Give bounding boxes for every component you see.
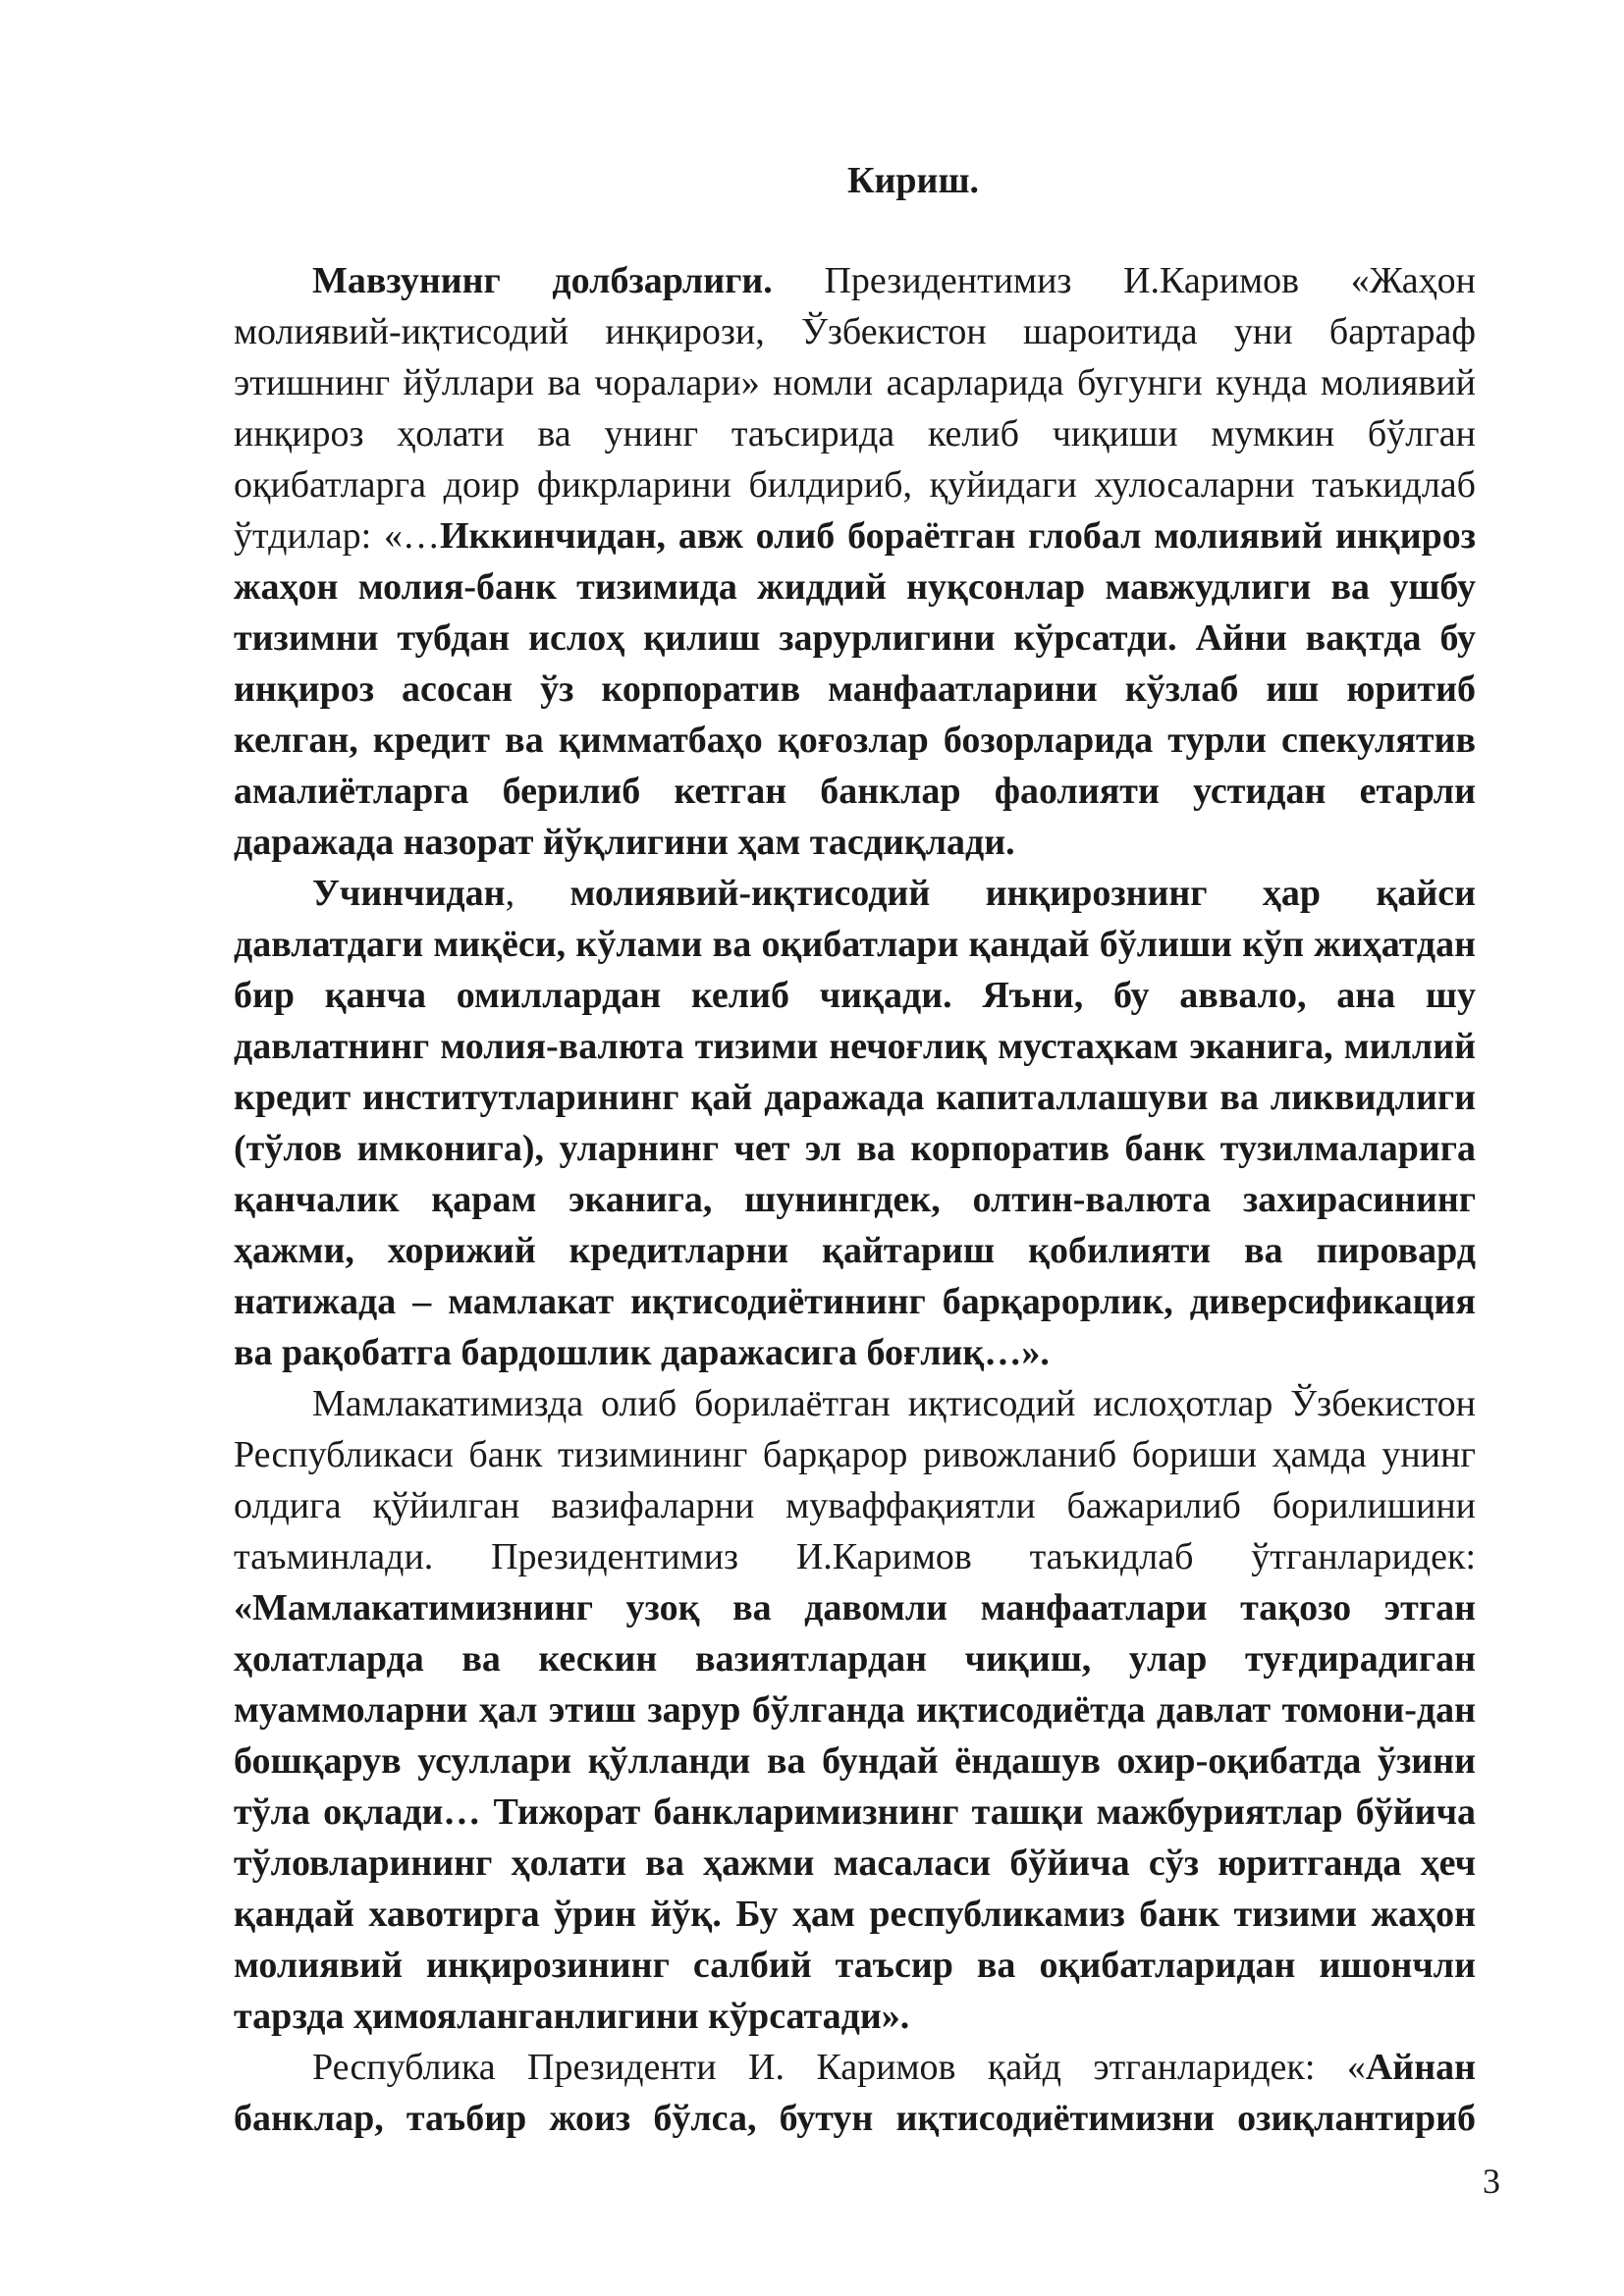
text-run: , [505, 873, 570, 914]
paragraph-3 [234, 1378, 1476, 2042]
body-text [234, 255, 1476, 2144]
page-title: Кириш. [846, 160, 980, 201]
text-run: Иккинчидан, авж олиб бораётган глобал молиявий инқироз жаҳон молия-банк тизимида жиддий нуқсонлар мавжудлиги ва ушбу тизимни тубдан ислоҳ қилиш зарурлигини кўрсатди. Айни вақтда бу инқироз асосан ўз корпоратив манфаатларини кўзлаб иш юритиб келган, кредит ва қимматбаҳо қоғозлар бозорларида турли спекулятив амалиётларга берилиб кетган банклар фаолияти устидан етарли даражада назорат йўқлигини ҳам тасдиқлади. [234, 515, 1476, 863]
text-run: молиявий-иқтисодий инқирознинг ҳар қайси давлатдаги миқёси, кўлами ва оқибатлари қандай бўлиши кўп жиҳатдан бир қанча омиллардан келиб чиқади. Яъни, бу аввало, ана шу давлатнинг молия-валюта тизими нечоғлиқ мустаҳкам эканига, миллий кредит институтларининг қай даражада капиталлашуви ва ликвидлиги (тўлов имконига), уларнинг чет эл ва корпоратив банк тузилмаларига қанчалик қарам эканига, шунингдек, олтин-валюта захирасининг ҳажми, хорижий кредитларни қайтариш қобилияти ва пировард натижада – мамлакат иқтисодиётининг барқарорлик, диверсификация ва рақобатга бардошлик даражасига боғлиқ…». [234, 873, 1477, 1373]
paragraph-2 [234, 868, 1476, 1378]
text-run: Мамлакатимизда олиб борилаётган иқтисодий ислоҳотлар Ўзбекистон Республикаси банк тизимининг барқарор ривожланиб бориши ҳамда унинг олдига қўйилган вазифаларни муваффақиятли бажарилиб борилишини таъминлади. Президентимиз И.Каримов таъкидлаб ўтганларидек: [234, 1383, 1476, 1577]
text-run: Республика Президенти И. Каримов қайд этганларидек: « [312, 2047, 1366, 2088]
text-run: Учинчидан [312, 873, 506, 914]
text-run: Айнан банклар, таъбир жоиз бўлса, бутун иқтисодиётимизни озиқлантириб [234, 2047, 1476, 2139]
text-run: Мавзунинг долбзарлиги. [312, 260, 773, 301]
text-run: Президентимиз И.Каримов «Жаҳон молиявий-иқтисодий инқирози, Ўзбекистон шароитида уни бартараф этишнинг йўллари ва чоралари» номли асарларида бугунги кунда молиявий инқироз ҳолати ва унинг таъсирида келиб чиқиши мумкин бўлган оқибатларга доир фикрларини билдириб, қуйидаги хулосаларни таъкидлаб ўтдилар: «… [234, 260, 1476, 557]
paragraph-1 [234, 255, 1476, 868]
paragraph-4 [234, 2042, 1476, 2144]
page-number: 3 [1483, 2162, 1500, 2201]
text-run: «Мамлакатимизнинг узоқ ва давомли манфаатлари тақозо этган ҳолатларда ва кескин вазиятлардан чиқиш, улар туғдирадиган муаммоларни ҳал этиш зарур бўлганда иқтисодиётда давлат томони-дан бошқарув усуллари қўлланди ва бундай ёндашув охир-оқибатда ўзини тўла оқлади… Тижорат банкларимизнинг ташқи мажбуриятлар бўйича тўловларининг ҳолати ва ҳажми масаласи бўйича сўз юритганда ҳеч қандай хавотирга ўрин йўқ. Бу ҳам республикамиз банк тизими жаҳон молиявий инқирозининг салбий таъсир ва оқибатларидан ишончли тарзда ҳимояланганлигини кўрсатади». [234, 1587, 1476, 2037]
